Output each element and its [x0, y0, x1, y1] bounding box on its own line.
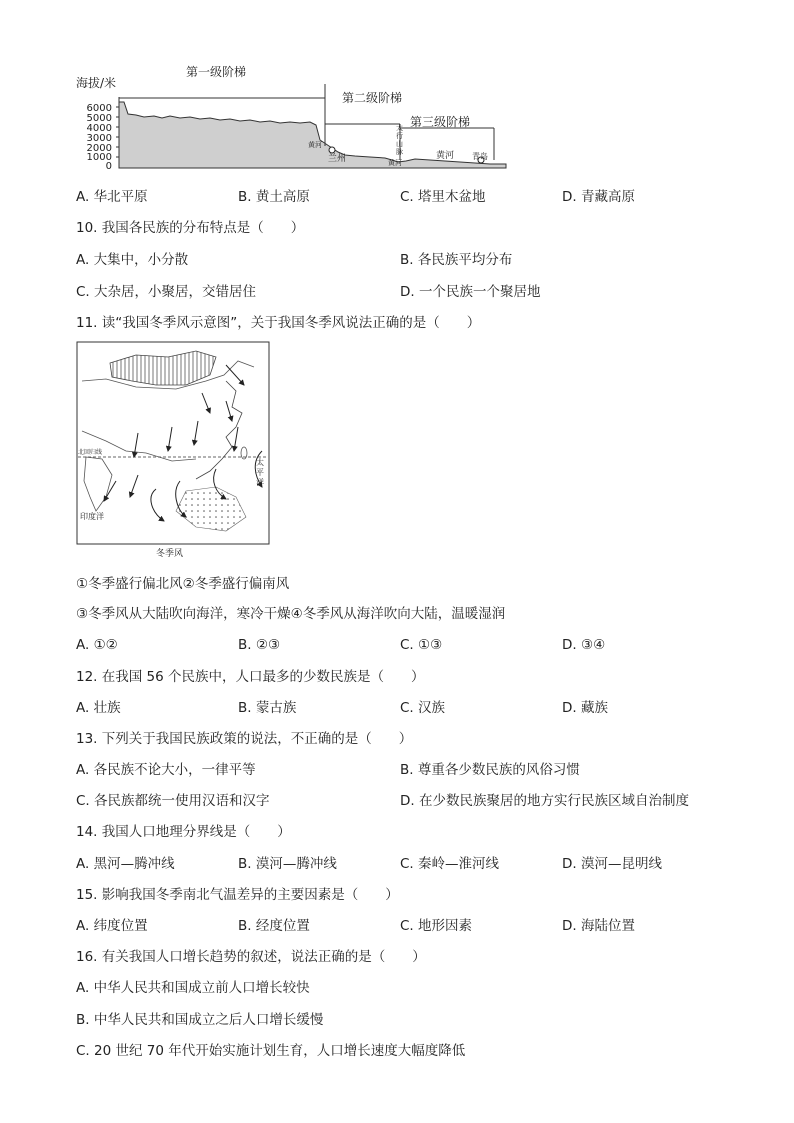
ytick-label: 0: [105, 161, 112, 172]
q14-option-d[interactable]: D. 漠河—昆明线: [562, 856, 662, 872]
q9-option-c[interactable]: C. 塔里木盆地: [400, 189, 486, 205]
q11-option-d[interactable]: D. ③④: [562, 637, 606, 653]
q10-option-a[interactable]: A. 大集中，小分散: [76, 252, 189, 268]
q14-option-a[interactable]: A. 黑河—腾冲线: [76, 856, 175, 872]
step3-label: 第三级阶梯: [410, 115, 471, 129]
q11-statement-1: ①冬季盛行偏北风②冬季盛行偏南风: [76, 576, 290, 592]
q9-option-b[interactable]: B. 黄土高原: [238, 189, 310, 205]
profile-ylabel: 海拔/米: [76, 76, 117, 90]
qingdao-label: 青岛: [472, 152, 488, 161]
q16-option-c[interactable]: C. 20 世纪 70 年代开始实施计划生育，人口增长速度大幅度降低: [76, 1043, 466, 1059]
q12-option-a[interactable]: A. 壮族: [76, 700, 121, 716]
ytick-label: 2000: [86, 143, 112, 154]
q11-option-a[interactable]: A. ①②: [76, 637, 118, 653]
q16-option-a[interactable]: A. 中华人民共和国成立前人口增长较快: [76, 980, 310, 996]
q13-option-a[interactable]: A. 各民族不论大小，一律平等: [76, 762, 256, 778]
q14-option-c[interactable]: C. 秦岭—淮河线: [400, 856, 500, 872]
step2-label: 第二级阶梯: [342, 91, 403, 105]
taihang-label: [396, 123, 403, 156]
q14-option-b[interactable]: B. 漠河—腾冲线: [238, 856, 337, 872]
svg-text:行: 行: [396, 132, 403, 140]
ytick-label: 1000: [86, 152, 112, 163]
q13-option-b[interactable]: B. 尊重各少数民族的风俗习惯: [400, 762, 580, 778]
ytick-label: 6000: [86, 103, 112, 114]
q12-option-d[interactable]: D. 藏族: [562, 700, 608, 716]
step1-label: 第一级阶梯: [186, 65, 247, 79]
q11-stem: 11. 读“我国冬季风示意图”，关于我国冬季风说法正确的是（ ）: [76, 315, 481, 331]
terrain-profile-figure: [70, 60, 510, 175]
q11-option-b[interactable]: B. ②③: [238, 637, 281, 653]
indian-ocean-label: 印度洋: [80, 512, 104, 521]
huanghe-lower-label: 黄河: [436, 151, 455, 161]
q13-option-d[interactable]: D. 在少数民族聚居的地方实行民族区域自治制度: [400, 793, 689, 809]
q12-option-b[interactable]: B. 蒙古族: [238, 700, 297, 716]
q10-stem: 10. 我国各民族的分布特点是（ ）: [76, 220, 305, 236]
ytick-label: 4000: [86, 123, 112, 134]
q16-option-b[interactable]: B. 中华人民共和国成立之后人口增长缓慢: [76, 1012, 324, 1028]
q9-option-a[interactable]: A. 华北平原: [76, 189, 148, 205]
svg-text:脉: 脉: [396, 148, 403, 156]
q10-option-d[interactable]: D. 一个民族一个聚居地: [400, 284, 541, 300]
q13-option-c[interactable]: C. 各民族都统一使用汉语和汉字: [76, 793, 270, 809]
q12-option-c[interactable]: C. 汉族: [400, 700, 446, 716]
winter-monsoon-map: [76, 341, 270, 561]
q15-option-d[interactable]: D. 海陆位置: [562, 918, 635, 934]
q12-stem: 12. 在我国 56 个民族中，人口最多的少数民族是（ ）: [76, 669, 425, 685]
q15-option-a[interactable]: A. 纬度位置: [76, 918, 148, 934]
q11-statement-2: ③冬季风从大陆吹向海洋，寒冷干燥④冬季风从海洋吹向大陆，温暖湿润: [76, 606, 506, 622]
q10-option-b[interactable]: B. 各民族平均分布: [400, 252, 513, 268]
q13-stem: 13. 下列关于我国民族政策的说法，不正确的是（ ）: [76, 731, 413, 747]
q10-option-c[interactable]: C. 大杂居，小聚居，交错居住: [76, 284, 257, 300]
tropic-label: 北回归线: [78, 449, 103, 456]
ytick-label: 5000: [86, 113, 112, 124]
q9-option-d[interactable]: D. 青藏高原: [562, 189, 635, 205]
huanghe-upper-label: 黄河: [308, 141, 322, 149]
svg-text:太: 太: [396, 124, 403, 132]
lanzhou-marker: [329, 147, 335, 153]
q14-stem: 14. 我国人口地理分界线是（ ）: [76, 824, 291, 840]
q15-option-b[interactable]: B. 经度位置: [238, 918, 310, 934]
pacific-label: 太 平 洋: [256, 458, 264, 487]
huanghe-mid-label: 黄河: [388, 159, 402, 167]
q15-stem: 15. 影响我国冬季南北气温差异的主要因素是（ ）: [76, 887, 399, 903]
q15-option-c[interactable]: C. 地形因素: [400, 918, 473, 934]
q11-option-c[interactable]: C. ①③: [400, 637, 443, 653]
lanzhou-label: 兰州: [328, 154, 347, 164]
q16-stem: 16. 有关我国人口增长趋势的叙述，说法正确的是（ ）: [76, 949, 426, 965]
svg-text:山: 山: [396, 140, 403, 148]
map-caption: 冬季风: [156, 549, 184, 559]
ytick-label: 3000: [86, 133, 112, 144]
